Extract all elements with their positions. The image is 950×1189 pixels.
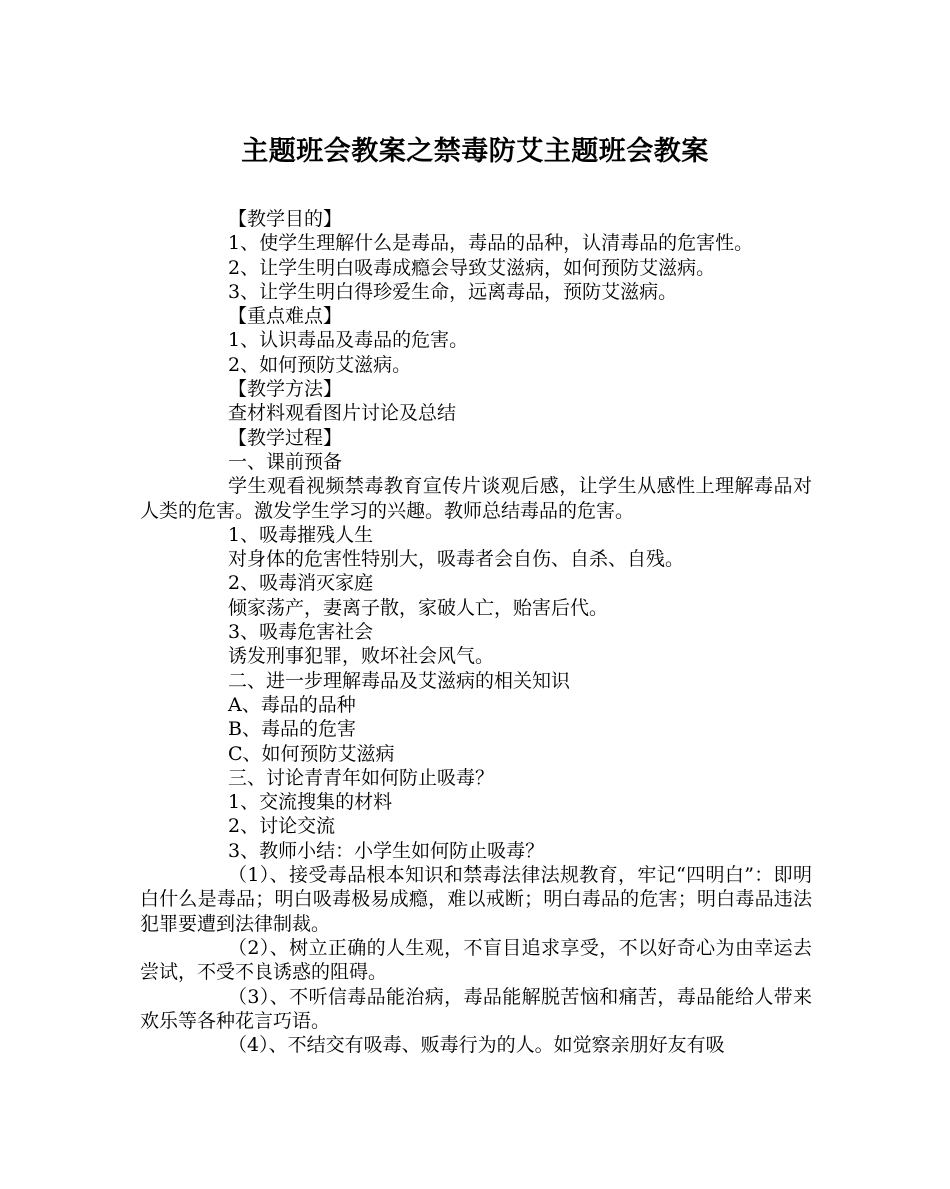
paragraph: 【重点难点】: [228, 305, 343, 328]
paragraph: 2、讨论交流: [228, 815, 336, 838]
paragraph: 1、认识毒品及毒品的危害。: [228, 329, 469, 352]
paragraph: （4）、不结交有吸毒、贩毒行为的人。如觉察亲朋好友有吸: [228, 1034, 725, 1057]
paragraph: C、如何预防艾滋病: [228, 742, 395, 765]
paragraph: 查材料观看图片讨论及总结: [228, 402, 457, 425]
paragraph: 【教学过程】: [228, 426, 343, 449]
paragraph: 对身体的危害性特别大，吸毒者会自伤、自杀、自残。: [228, 548, 685, 571]
paragraph: A、毒品的品种: [228, 693, 356, 716]
paragraph: 学生观看视频禁毒教育宣传片谈观后感，让学生从感性上理解毒品对人类的危害。激发学生学习的兴趣。教师总结毒品的危害。: [140, 475, 812, 522]
paragraph: （3）、不听信毒品能治病，毒品能解脱苦恼和痛苦，毒品能给人带来欢乐等各种花言巧语。: [140, 985, 812, 1032]
paragraph: 3、让学生明白得珍爱生命，远离毒品，预防艾滋病。: [228, 280, 678, 303]
paragraph: 【教学目的】: [228, 208, 343, 230]
paragraph: 2、如何预防艾滋病。: [228, 353, 412, 376]
paragraph: 1、使学生理解什么是毒品，毒品的品种，认清毒品的危害性。: [228, 232, 754, 255]
paragraph: 2、让学生明白吸毒成瘾会导致艾滋病，如何预防艾滋病。: [228, 256, 716, 279]
paragraph: 2、吸毒消灭家庭: [228, 572, 374, 595]
paragraph: 3、教师小结：小学生如何防止吸毒？: [228, 839, 545, 862]
paragraph: 1、吸毒摧残人生: [228, 523, 374, 546]
paragraph: 倾家荡产，妻离子散，家破人亡，贻害后代。: [228, 596, 609, 619]
paragraph: 诱发刑事犯罪，败坏社会风气。: [228, 645, 495, 668]
paragraph: 一、课前预备: [228, 450, 343, 473]
document-body: [140, 207, 812, 1057]
paragraph: （1）、接受毒品根本知识和禁毒法律法规教育，牢记“四明白”：即明白什么是毒品；明白吸毒极易成瘾，难以戒断；明白毒品的危害；明白毒品违法犯罪要遭到法律制裁。: [140, 864, 812, 935]
paragraph: 三、讨论青青年如何防止吸毒？: [228, 766, 495, 789]
paragraph: 1、交流搜集的材料: [228, 791, 393, 814]
paragraph: （2）、树立正确的人生观，不盲目追求享受，不以好奇心为由幸运去尝试，不受不良诱惑的阻碍。: [140, 936, 812, 984]
paragraph: 二、进一步理解毒品及艾滋病的相关知识: [228, 669, 571, 692]
document-title: 主题班会教案之禁毒防艾主题班会教案: [241, 136, 709, 167]
paragraph: B、毒品的危害: [228, 718, 356, 741]
paragraph: 【教学方法】: [228, 378, 343, 401]
paragraph: 3、吸毒危害社会: [228, 621, 374, 644]
